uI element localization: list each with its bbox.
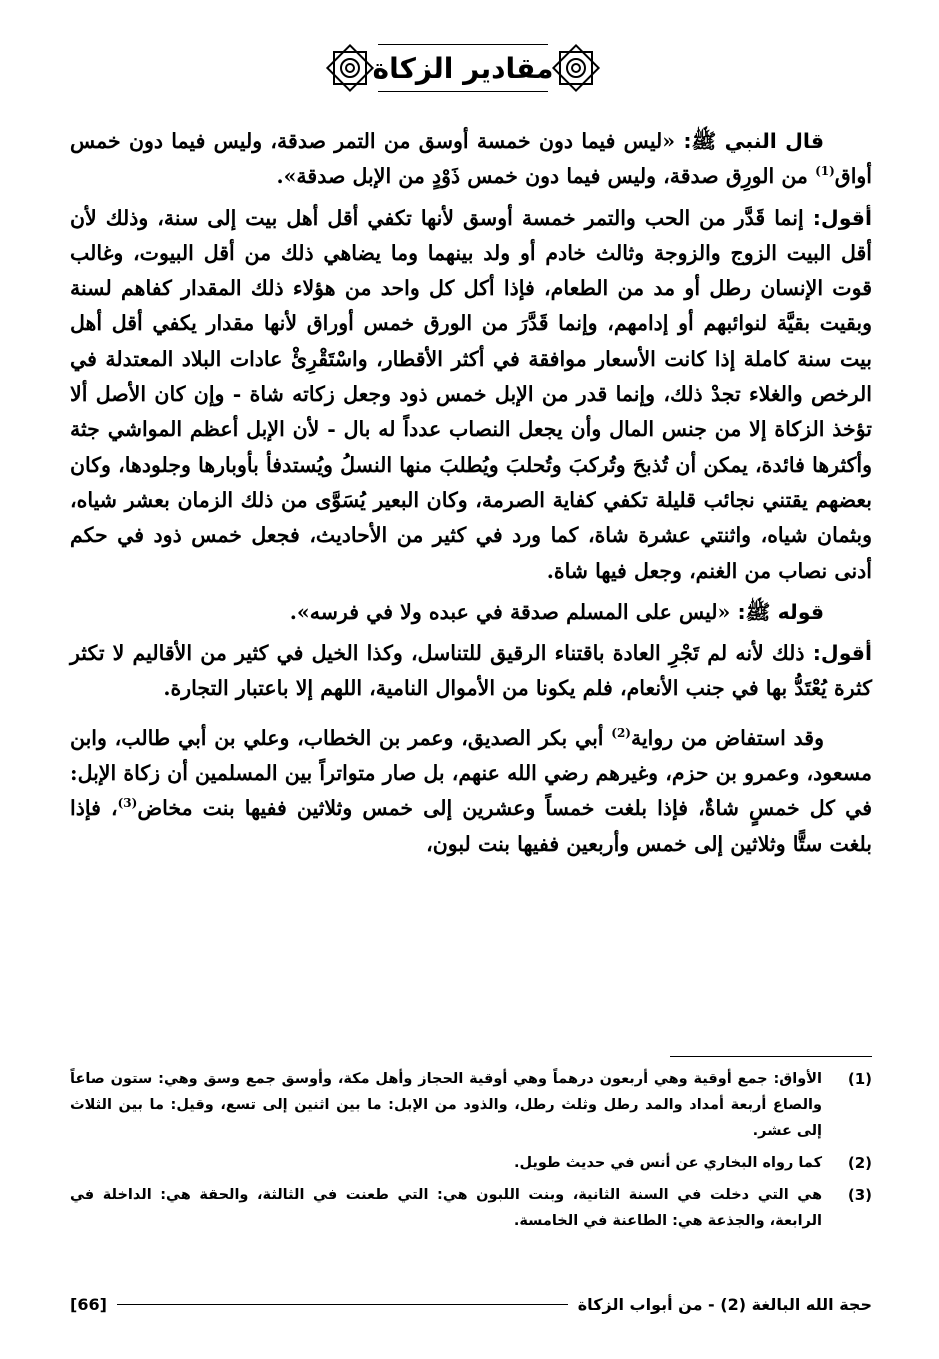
footnote-1 [70, 1066, 872, 1144]
commentary-paragraph-2 [70, 636, 872, 707]
paragraph-text: ذلك لأنه لم تَجْرِ العادة باقتناء الرقيق للتناسل، وكذا الخيل في كثير من الأقاليم لا تكثر كثرة يُعْتَدُّ بها في جنب الأنعام، فلم يكونا من الأموال النامية، اللهم إلا باعتبار التجارة. [70, 641, 872, 701]
chapter-title: مقادير الزكاة [372, 51, 554, 85]
footnote-text: كما رواه البخاري عن أنس في حديث طويل. [514, 1155, 822, 1171]
footnotes [70, 1066, 872, 1240]
hadith-paragraph-2 [70, 595, 872, 630]
footnote-number: (2) [847, 1154, 872, 1172]
paragraph-text-end: ، فإذا بلغت ستًّا وثلاثين إلى خمس وأربعين ففيها بنت لبون، [70, 796, 872, 856]
chapter-title-box [372, 44, 554, 92]
footnote-ref-1[interactable]: (1) [815, 164, 835, 179]
narration-paragraph [70, 721, 872, 862]
star-ornament-icon [322, 38, 378, 98]
main-text [70, 124, 872, 862]
footnote-2 [70, 1150, 872, 1176]
paragraph-lead: قوله ﷺ: [737, 599, 824, 624]
footnote-divider [670, 1056, 872, 1057]
footnote-number: (1) [847, 1070, 872, 1088]
paragraph-text: وقد استفاض من رواية [630, 725, 824, 750]
footnote-ref-2[interactable]: (2) [611, 725, 631, 740]
footnote-3 [70, 1182, 872, 1234]
commentary-paragraph-1 [70, 201, 872, 589]
star-ornament-icon [548, 38, 604, 98]
paragraph-text: إنما قَدَّر من الحب والتمر خمسة أوسق لأنها تكفي أقل أهل بيت إلى سنة، وذلك لأن أقل البيت الزوج والزوجة وثالث خادم أو ولد بينهما وما يضاهي ذلك من أقل البيوت، وغالب قوت الإنسان رطل أو مد من الطعام، فإذا أكل كل واحد من هؤلاء ذلك المقدار كفاهم لسنة وبقيت بقيَّة لنوائبهم أو إدامهم، وإنما قَدَّرَ من الورق خمس أوراق لأنها مقدار يكفي أقل أهل بيت سنة كاملة إذا كانت الأسعار موافقة في أكثر الأقطار، واسْتَقْرِئْ عادات البلاد المعتدلة في الرخص والغلاء تجدْ ذلك، وإنما قدر من الإبل خمس ذود وجعل زكاته شاة - وإن كان الأصل ألا تؤخذ الزكاة إلا من جنس المال وأن يجعل النصاب عدداً له بال - لأن الإبل أعظم المواشي جثة وأكثرها فائدة، يمكن أن تُذبحَ وتُركبَ وتُحلبَ ويُطلبَ منها النسلُ ويُستدفأ بأوبارها وجلودها، وكان بعضهم يقتني نجائب قليلة تكفي كفاية الصرمة، وكان البعير يُسَوَّى من ذلك الزمان بعشر شياه، وبثمان شياه، واثنتي عشرة شاة، كما ورد في كثير من الأحاديث، فجعل خمس ذود في حكم أدنى نصاب من الغنم، وجعل فيها شاة. [70, 205, 872, 583]
footnote-ref-3[interactable]: (3) [117, 796, 138, 811]
paragraph-lead: أقول: [812, 205, 872, 230]
footnote-text: الأواق: جمع أوقية وهي أربعون درهماً وهي أوقية الحجاز وأهل مكة، وأوسق جمع وسق وهي: ستون صاعاً والصاع أربعة أمداد والمد رطل وثلث رطل، والذود من الإبل: ما بين اثنين إلى تسع، وقيل: ما بين الثلاث إلى عشر. [70, 1071, 822, 1139]
chapter-header [0, 38, 939, 102]
footnote-text: هي التي دخلت في السنة الثانية، وبنت اللبون هي: التي طعنت في الثالثة، والحقة هي: الداخلة في الرابعة، والجذعة هي: الطاعنة في الخامسة. [70, 1187, 822, 1229]
page-number: [66] [70, 1294, 107, 1314]
page-footer [70, 1290, 872, 1318]
paragraph-lead: قال النبي ﷺ: [683, 129, 824, 153]
running-title: حجة الله البالغة (2) - من أبواب الزكاة [577, 1294, 872, 1314]
paragraph-text: «ليس فيما دون خمسة أوسق من التمر صدقة، وليس فيما دون خمس أواق [70, 129, 872, 189]
hadith-paragraph-1 [70, 124, 872, 195]
paragraph-lead: أقول: [812, 641, 872, 666]
paragraph-text: «ليس على المسلم صدقة في عبده ولا في فرسه». [289, 599, 738, 624]
footnote-number: (3) [847, 1186, 872, 1204]
paragraph-text-cont: من الورِق صدقة، وليس فيما دون خمس ذَوْدٍ من الإبل صدقة». [276, 164, 816, 189]
footer-rule [117, 1304, 568, 1305]
paragraph-text-cont: أبي بكر الصديق، وعمر بن الخطاب، وعلي بن أبي طالب، وابن مسعود، وعمرو بن حزم، وغيرهم رضي الله عنهم، بل صار متواتراً بين المسلمين أن زكاة الإبل: في كل خمسٍ شاةٌ، فإذا بلغت خمساً وعشرين إلى خمس وثلاثين ففيها بنت مخاض [70, 725, 873, 821]
